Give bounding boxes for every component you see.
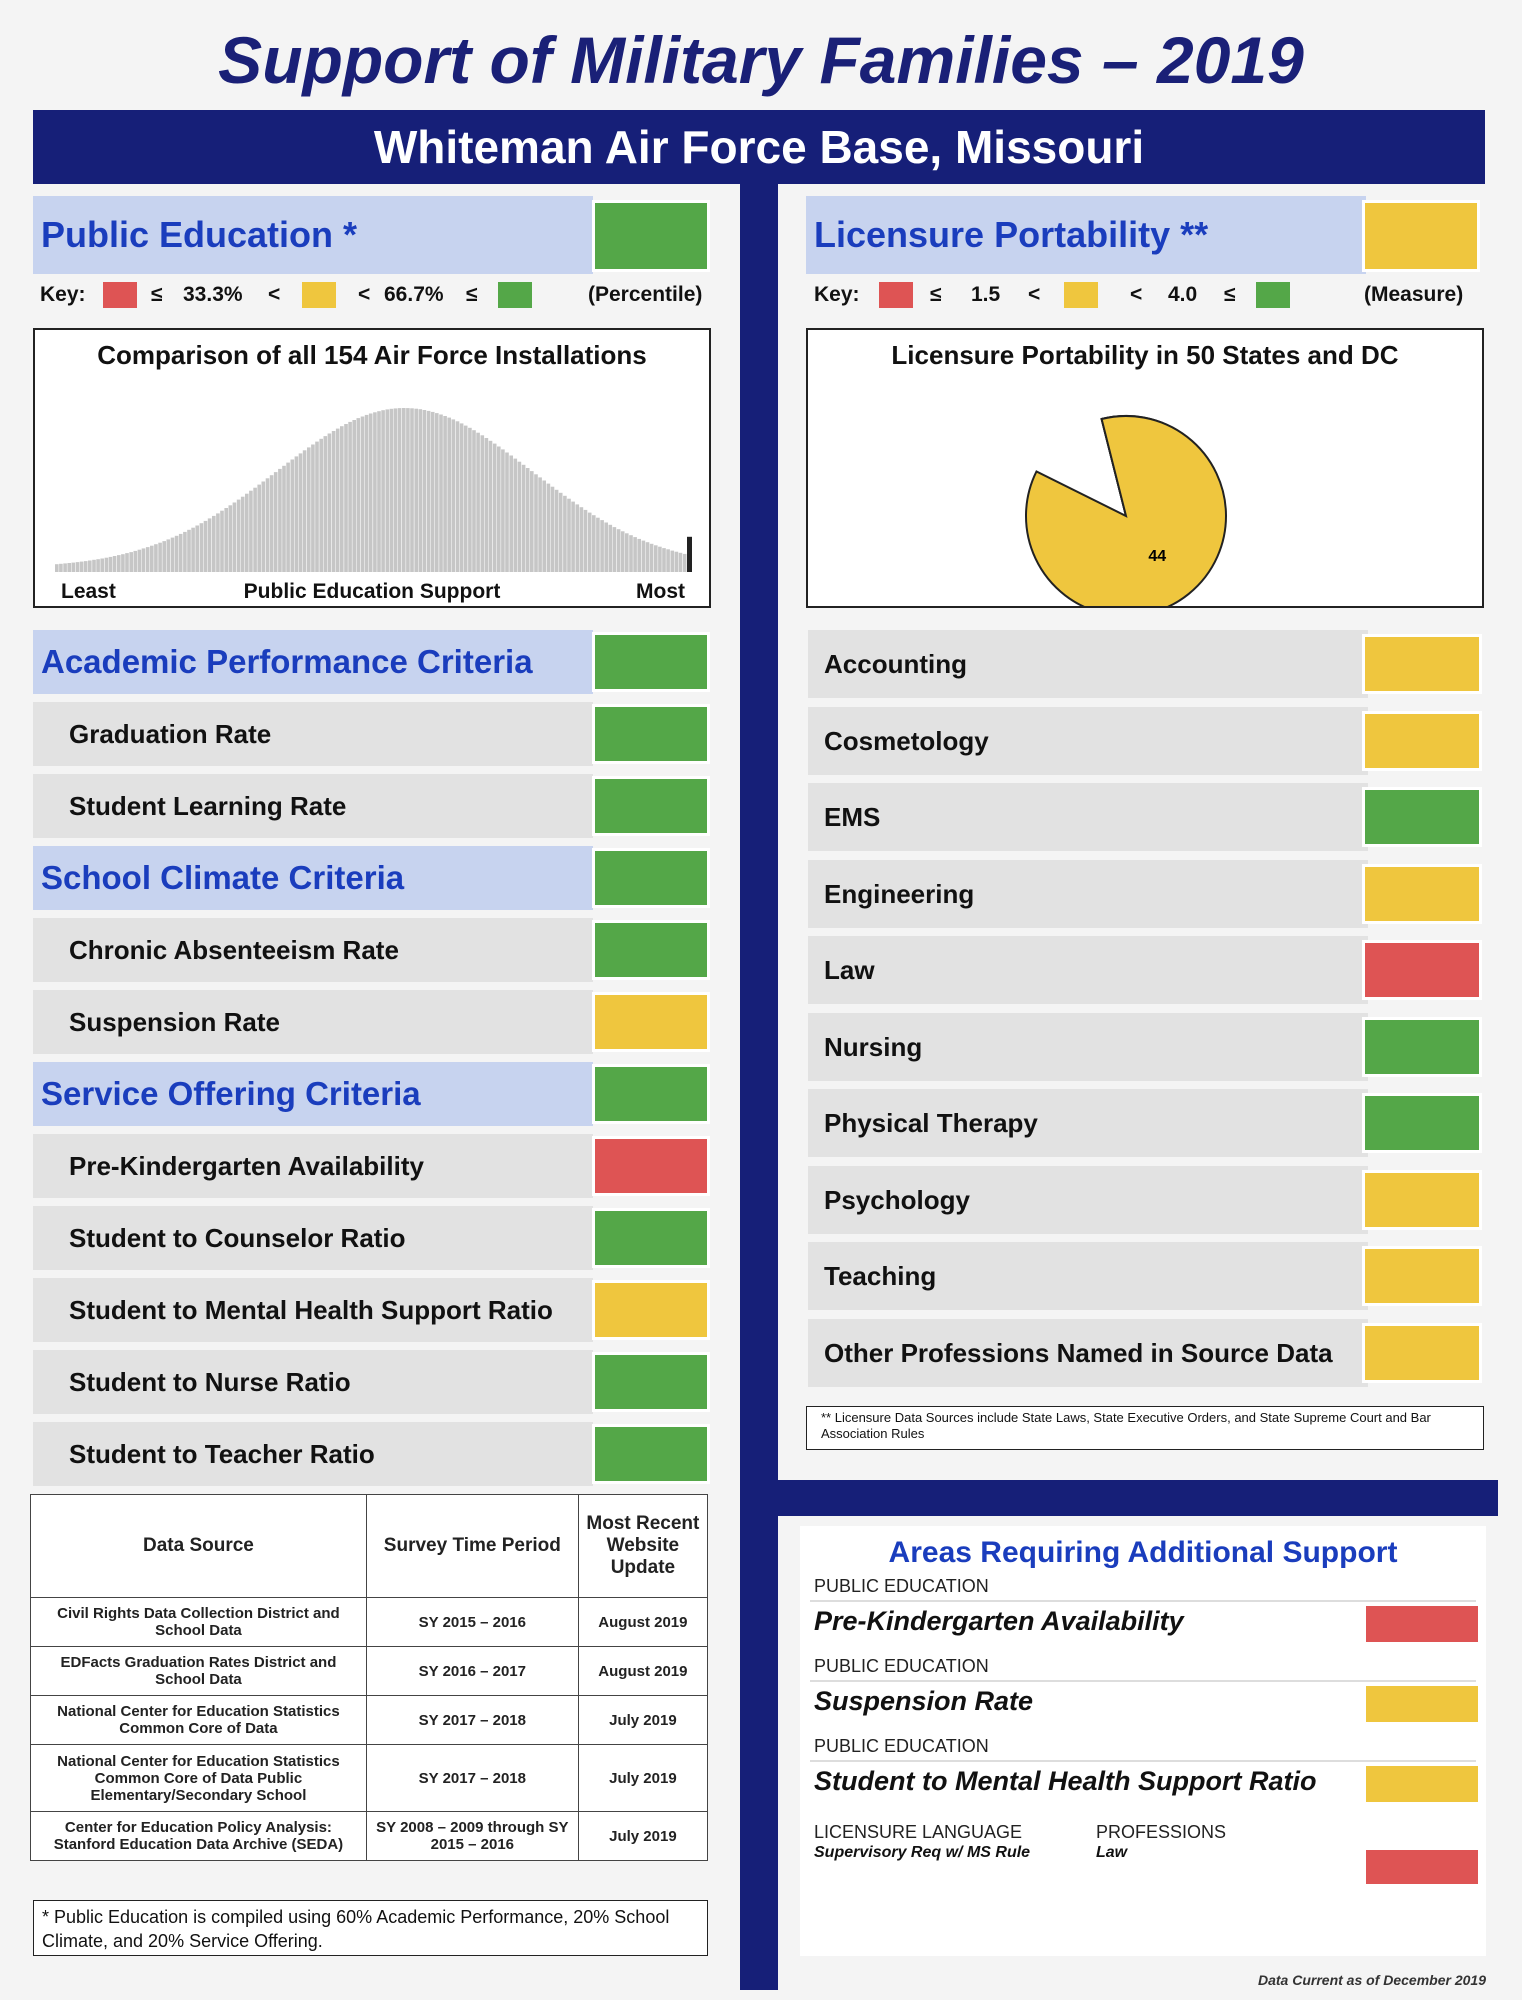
installation-bar (427, 411, 431, 572)
areas-item-label: Student to Mental Health Support Ratio (814, 1766, 1317, 1796)
installation-bar (443, 416, 447, 572)
installation-bar (262, 482, 266, 573)
installation-bar (365, 415, 369, 572)
criteria-group-header: Service Offering Criteria (33, 1062, 593, 1126)
pie-slice-label: 44 (1148, 548, 1167, 565)
table-cell: SY 2017 – 2018 (366, 1696, 578, 1745)
pie-plot (808, 376, 1482, 606)
installation-bar (394, 408, 398, 572)
criteria-group-rating (592, 848, 710, 908)
key-lt-symbol: < (358, 283, 371, 306)
installation-bar (439, 415, 443, 573)
criteria-item-rating (592, 920, 710, 980)
installation-bar (80, 562, 84, 572)
installation-bar (146, 547, 150, 572)
profession-item: EMS (808, 783, 1368, 851)
installation-bar (505, 453, 509, 573)
installation-bar (522, 465, 526, 572)
installation-bar (592, 515, 596, 572)
installation-bar (637, 539, 641, 572)
installation-bar (352, 420, 356, 572)
installation-bar (291, 460, 295, 573)
installation-bar (336, 429, 340, 572)
areas-item-divider (810, 1600, 1476, 1602)
criteria-group-rating (592, 632, 710, 692)
installation-bar (373, 412, 377, 572)
installation-bar (224, 508, 228, 572)
x-label-most: Most (636, 580, 685, 603)
divider-vertical (740, 184, 778, 1990)
installation-bar (237, 500, 241, 572)
installation-bar (311, 445, 315, 573)
licensure-key (814, 279, 1494, 311)
installation-bar (344, 424, 348, 572)
areas-item-rating (1366, 1766, 1478, 1802)
installation-bar (229, 505, 233, 572)
profession-item: Physical Therapy (808, 1089, 1368, 1157)
table-cell: EDFacts Graduation Rates District and School Data (31, 1647, 367, 1696)
areas-item-label: Suspension Rate (814, 1686, 1034, 1716)
areas-item-rating (1366, 1606, 1478, 1642)
installation-bar (576, 504, 580, 572)
installation-bar (551, 487, 555, 572)
profession-rating (1362, 1093, 1482, 1153)
installation-bar (625, 533, 629, 572)
table-cell: Center for Education Policy Analysis: Stanford Education Data Archive (SEDA) (31, 1812, 367, 1861)
installation-bar (666, 549, 670, 572)
profession-rating (1362, 787, 1482, 847)
installation-bar (96, 559, 100, 572)
installation-bar (410, 408, 414, 572)
chart-title: Licensure Portability in 50 States and DC (891, 340, 1399, 370)
installation-banner: Whiteman Air Force Base, Missouri (33, 110, 1485, 184)
profession-rating (1362, 634, 1482, 694)
installation-bar (88, 561, 92, 573)
table-row (31, 1647, 708, 1696)
installation-bar (476, 433, 480, 572)
criteria-item-rating (592, 1352, 710, 1412)
x-label-least: Least (61, 580, 116, 603)
installation-bar (584, 510, 588, 572)
profession-rating (1362, 1170, 1482, 1230)
installation-bar (315, 442, 319, 572)
areas-professions-category: PROFESSIONS (1096, 1822, 1227, 1842)
key-red-swatch (103, 282, 137, 308)
installation-bar (249, 491, 253, 572)
criteria-item: Student to Mental Health Support Ratio (33, 1278, 593, 1342)
installation-bar (633, 537, 637, 572)
criteria-group-rating (592, 1064, 710, 1124)
key-le-symbol: ≤ (1224, 283, 1236, 306)
installation-bar (109, 557, 113, 572)
installation-bar (604, 523, 608, 573)
data-sources-table (30, 1494, 708, 1861)
installation-bar (348, 422, 352, 572)
installation-bar (460, 423, 464, 572)
installation-bar (55, 564, 59, 572)
installation-bar (386, 409, 390, 572)
installation-bar (431, 412, 435, 572)
table-cell: National Center for Education Statistics Common Core of Data (31, 1696, 367, 1745)
areas-item-divider (810, 1680, 1476, 1682)
installation-bar (200, 523, 204, 572)
installation-bar (497, 447, 501, 573)
installation-bar (204, 521, 208, 572)
installation-bar (67, 563, 71, 572)
table-row (31, 1598, 708, 1647)
criteria-item-rating (592, 1208, 710, 1268)
installation-bar (613, 527, 617, 572)
installation-bar (278, 469, 282, 572)
criteria-item-rating (592, 1136, 710, 1196)
installation-bar (307, 447, 311, 572)
profession-item: Teaching (808, 1242, 1368, 1310)
installation-bar (671, 551, 675, 572)
divider-horizontal (778, 1480, 1498, 1516)
criteria-item: Chronic Absenteeism Rate (33, 918, 593, 982)
installation-bar (158, 543, 162, 572)
table-header-cell: Most Recent Website Update (578, 1495, 707, 1598)
key-le-symbol: ≤ (930, 283, 942, 306)
profession-item: Engineering (808, 860, 1368, 928)
installation-bar (381, 410, 385, 572)
key-red-swatch (879, 282, 913, 308)
installation-bar (369, 414, 373, 573)
installation-bar (419, 409, 423, 572)
areas-item-divider (810, 1760, 1476, 1762)
installation-bar (63, 563, 67, 572)
profession-item: Accounting (808, 630, 1368, 698)
installation-bar (646, 542, 650, 572)
installation-bar (472, 430, 476, 572)
profession-rating (1362, 1017, 1482, 1077)
table-header-row (31, 1495, 708, 1598)
criteria-item: Student Learning Rate (33, 774, 593, 838)
installation-bar (621, 531, 625, 572)
key-yellow-swatch (1064, 282, 1098, 308)
installation-bar (662, 548, 666, 572)
installation-bar (183, 532, 187, 572)
installation-bar (100, 559, 104, 573)
table-header-cell: Survey Time Period (366, 1495, 578, 1598)
installation-bar (406, 408, 410, 572)
key-lt-symbol: < (268, 283, 281, 306)
installation-bar (129, 552, 133, 572)
installation-bar (270, 475, 274, 572)
areas-item-category: PUBLIC EDUCATION (814, 1576, 989, 1596)
installation-bar (121, 554, 125, 572)
installation-bar (481, 435, 485, 572)
installation-bar (555, 490, 559, 572)
installation-bar (328, 434, 332, 573)
areas-language-category: LICENSURE LANGUAGE (814, 1822, 1023, 1842)
key-unit: (Measure) (1364, 283, 1464, 306)
pie-slice (1026, 416, 1226, 606)
profession-item: Other Professions Named in Source Data (808, 1319, 1368, 1387)
profession-rating (1362, 1323, 1482, 1383)
key-threshold-high: 4.0 (1168, 283, 1198, 306)
key-green-swatch (498, 282, 532, 308)
installation-bar (162, 541, 166, 572)
installation-bar (72, 563, 76, 572)
installation-bar (526, 468, 530, 572)
installation-bar (282, 466, 286, 572)
installation-bar (76, 562, 80, 572)
installation-bar (542, 481, 546, 573)
key-lt-symbol: < (1028, 283, 1041, 306)
table-cell: SY 2015 – 2016 (366, 1598, 578, 1647)
installation-bar (303, 450, 307, 572)
installation-bar (175, 536, 179, 572)
installation-bar (398, 408, 402, 572)
areas-title: Areas Requiring Additional Support (888, 1536, 1398, 1569)
installation-bar (299, 453, 303, 572)
installation-bar (658, 547, 662, 572)
profession-rating (1362, 1246, 1482, 1306)
key-yellow-swatch (302, 282, 336, 308)
public-education-footnote: * Public Education is compiled using 60% Academic Performance, 20% School Climate, and 20% Service Offering. (33, 1900, 708, 1956)
profession-item: Cosmetology (808, 707, 1368, 775)
installation-bar (609, 525, 613, 572)
key-label: Key: (40, 283, 86, 306)
key-le-symbol: ≤ (466, 283, 478, 306)
installation-bar (357, 418, 361, 572)
installation-bar (580, 507, 584, 572)
installation-bar (642, 541, 646, 572)
public-education-header: Public Education * (33, 196, 593, 274)
installation-bar (530, 471, 534, 572)
installation-bar (216, 513, 220, 572)
installation-bar (390, 409, 394, 572)
table-cell: August 2019 (578, 1598, 707, 1647)
installation-bar (253, 488, 257, 572)
installation-bar (245, 494, 249, 572)
installation-bar (208, 518, 212, 572)
table-cell: July 2019 (578, 1812, 707, 1861)
installation-bar (518, 462, 522, 572)
installation-bar (241, 497, 245, 572)
installation-bar (361, 417, 365, 573)
installation-bar (485, 438, 489, 572)
table-cell: Civil Rights Data Collection District and School Data (31, 1598, 367, 1647)
criteria-item-rating (592, 1280, 710, 1340)
installation-bar (324, 436, 328, 572)
data-current-note: Data Current as of December 2019 (1258, 1972, 1486, 1988)
criteria-item-rating (592, 1424, 710, 1484)
installation-bar (402, 408, 406, 572)
installation-bar (195, 526, 199, 573)
installation-bar (266, 478, 270, 572)
installation-bar (650, 544, 654, 572)
key-green-swatch (1256, 282, 1290, 308)
x-axis-label: Public Education Support (243, 580, 501, 603)
installation-bar (92, 560, 96, 572)
installation-bar (456, 421, 460, 572)
table-cell: July 2019 (578, 1696, 707, 1745)
distribution-plot (35, 382, 709, 582)
licensure-header: Licensure Portability ** (806, 196, 1366, 274)
installation-bar (187, 530, 191, 572)
installation-bar (233, 503, 237, 573)
criteria-item-rating (592, 992, 710, 1052)
profession-rating (1362, 940, 1482, 1000)
installation-bar (447, 418, 451, 572)
installation-bar (84, 561, 88, 572)
installation-bar (125, 553, 129, 572)
criteria-item: Pre-Kindergarten Availability (33, 1134, 593, 1198)
installation-bar (464, 426, 468, 572)
installation-bar (514, 459, 518, 572)
areas-item-category: PUBLIC EDUCATION (814, 1656, 989, 1676)
installation-bar (423, 410, 427, 572)
data-sources-table-wrap (30, 1494, 708, 1861)
criteria-item: Student to Counselor Ratio (33, 1206, 593, 1270)
installation-bar (534, 474, 538, 572)
installation-bar (212, 516, 216, 572)
public-education-key (40, 279, 720, 311)
profession-rating (1362, 711, 1482, 771)
installation-bar (414, 409, 418, 572)
installation-bar (274, 472, 278, 572)
installation-bar (59, 564, 63, 572)
installation-bar (134, 551, 138, 572)
installation-bar (629, 535, 633, 572)
profession-item: Law (808, 936, 1368, 1004)
areas-language-value: Supervisory Req w/ MS Rule (814, 1844, 1031, 1861)
installation-bar (340, 426, 344, 572)
installation-bar (295, 456, 299, 572)
installation-bar (489, 441, 493, 572)
installation-bar (596, 518, 600, 572)
key-label: Key: (814, 283, 860, 306)
page-title: Support of Military Families – 2019 (218, 23, 1304, 97)
criteria-item: Student to Nurse Ratio (33, 1350, 593, 1414)
installation-bar (571, 502, 575, 572)
installation-bar (588, 513, 592, 572)
profession-item: Nursing (808, 1013, 1368, 1081)
installation-bar (600, 520, 604, 572)
table-row (31, 1812, 708, 1861)
installation-bar (257, 485, 261, 572)
installation-bar (617, 529, 621, 572)
key-threshold-low: 33.3% (183, 283, 243, 306)
installation-bar (142, 548, 146, 572)
installation-bar (435, 413, 439, 572)
installation-bar (563, 496, 567, 572)
areas-item-label: Pre-Kindergarten Availability (814, 1606, 1184, 1636)
installation-bar (220, 511, 224, 572)
installation-bar (679, 553, 683, 572)
areas-item-category: PUBLIC EDUCATION (814, 1736, 989, 1756)
installation-bar (559, 493, 563, 572)
installation-bar (171, 538, 175, 572)
table-row (31, 1696, 708, 1745)
installation-bar-highlight (687, 537, 692, 572)
licensure-rating (1362, 200, 1480, 272)
criteria-item-rating (592, 704, 710, 764)
installation-bar (468, 428, 472, 572)
installation-bar (547, 484, 551, 572)
licensure-pie-chart (806, 328, 1484, 608)
installation-bar (452, 419, 456, 572)
areas-panel (800, 1526, 1486, 1956)
profession-item: Psychology (808, 1166, 1368, 1234)
profession-rating (1362, 864, 1482, 924)
installation-bar (117, 555, 121, 572)
table-cell: July 2019 (578, 1745, 707, 1812)
installation-bar (567, 499, 571, 572)
installation-bar (105, 558, 109, 572)
installation-bar (113, 556, 117, 572)
criteria-item-rating (592, 776, 710, 836)
installation-bar (286, 463, 290, 572)
installation-bar (319, 439, 323, 572)
table-cell: National Center for Education Statistics Common Core of Data Public Elementary/Secondary School (31, 1745, 367, 1812)
installation-bar (179, 534, 183, 572)
installation-bar (377, 411, 381, 572)
table-cell: SY 2016 – 2017 (366, 1647, 578, 1696)
criteria-item: Student to Teacher Ratio (33, 1422, 593, 1486)
installation-bar (332, 431, 336, 572)
key-le-symbol: ≤ (151, 283, 163, 306)
distribution-chart (33, 328, 711, 608)
table-cell: August 2019 (578, 1647, 707, 1696)
chart-title: Comparison of all 154 Air Force Installations (97, 340, 647, 370)
key-threshold-low: 1.5 (971, 283, 1001, 306)
table-header-cell: Data Source (31, 1495, 367, 1598)
key-lt-symbol: < (1130, 283, 1143, 306)
key-unit: (Percentile) (588, 283, 703, 306)
criteria-item: Graduation Rate (33, 702, 593, 766)
areas-item-rating (1366, 1686, 1478, 1722)
criteria-group-header: School Climate Criteria (33, 846, 593, 910)
criteria-item: Suspension Rate (33, 990, 593, 1054)
key-threshold-high: 66.7% (384, 283, 444, 306)
installation-bar (675, 552, 679, 572)
installation-bar (154, 544, 158, 572)
installation-bar (493, 444, 497, 572)
installation-bar (191, 528, 195, 572)
table-cell: SY 2008 – 2009 through SY 2015 – 2016 (366, 1812, 578, 1861)
installation-bar (138, 550, 142, 572)
installation-bar (509, 456, 513, 573)
areas-language-rating (1366, 1850, 1478, 1884)
installation-bar (654, 545, 658, 572)
table-row (31, 1745, 708, 1812)
licensure-footnote: ** Licensure Data Sources include State Laws, State Executive Orders, and State Supreme Court and Bar Association Rules (806, 1406, 1484, 1450)
installation-bar (538, 477, 542, 572)
installation-bar (167, 539, 171, 572)
public-education-rating (592, 200, 710, 272)
table-cell: SY 2017 – 2018 (366, 1745, 578, 1812)
areas-profession-value: Law (1096, 1844, 1128, 1861)
criteria-group-header: Academic Performance Criteria (33, 630, 593, 694)
installation-bar (683, 554, 687, 572)
installation-bar (150, 546, 154, 572)
installation-bar (501, 449, 505, 572)
